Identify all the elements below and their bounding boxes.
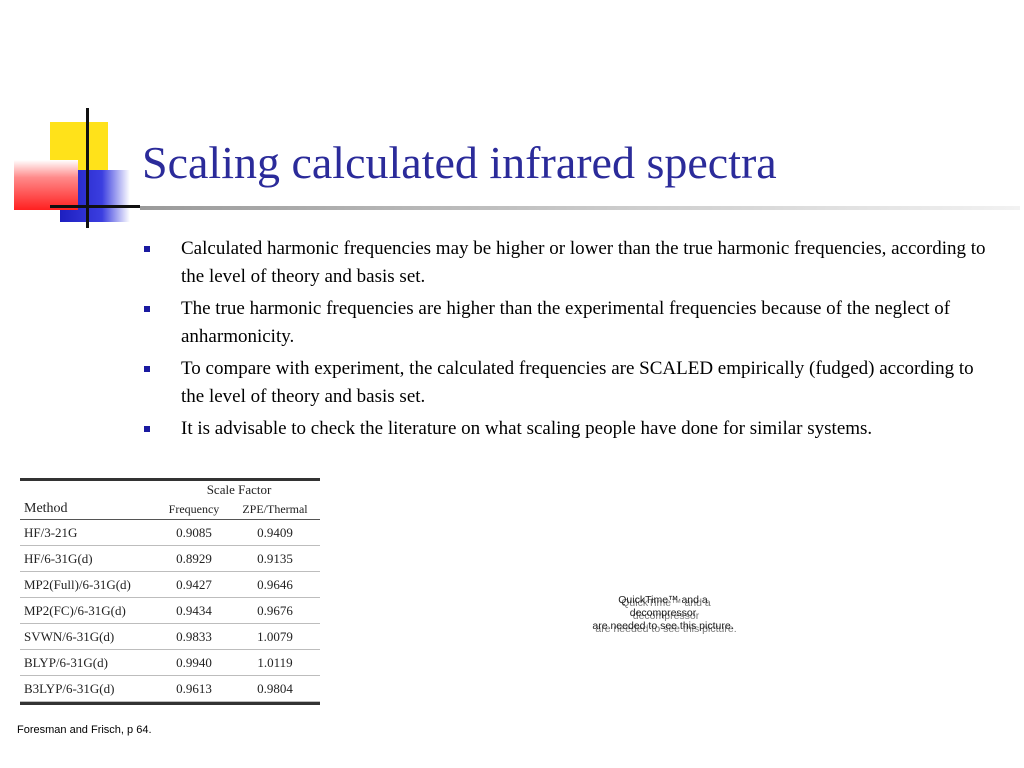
frequency-cell: 0.9085 [158,520,230,546]
bullet-text: Calculated harmonic frequencies may be higher or lower than the true harmonic frequencies, according to the level of theory and basis set. [181,238,986,287]
red-square [14,160,78,210]
quicktime-line-1: QuickTime™ and a [618,594,708,606]
source-footnote: Foresman and Frisch, p 64. [17,724,152,736]
scale-factor-header: Scale Factor [206,482,272,497]
table-row [20,650,320,676]
zpe-cell: 0.9646 [230,572,320,598]
slide-title: Scaling calculated infrared spectra [142,137,777,188]
method-cell: MP2(Full)/6-31G(d) [20,572,158,598]
bullet-list [140,235,1000,447]
method-cell: HF/6-31G(d) [20,546,158,572]
method-cell: HF/3-21G [20,520,158,546]
bullet-marker-icon [144,246,150,252]
bullet-item [140,235,1000,291]
zpe-cell: 0.9409 [230,520,320,546]
quicktime-line-3: are needed to see this picture. [592,620,734,632]
bullet-item [140,295,1000,351]
bullet-text: To compare with experiment, the calculated frequencies are SCALED empirically (fudged) according to the level of theory and basis set. [181,358,974,407]
quicktime-line-2: decompressor [629,607,697,619]
table-header-row [20,499,320,520]
table-group-header-row [20,481,320,499]
scale-factor-table-image [20,478,320,710]
frequency-cell: 0.9427 [158,572,230,598]
zpe-cell: 0.9135 [230,546,320,572]
table-bottom-rule [20,702,320,705]
method-column-header: Method [20,499,158,520]
table-row [20,546,320,572]
bullet-text: The true harmonic frequencies are higher than the experimental frequencies because of the neglect of anharmonicity. [181,298,951,347]
zpe-cell: 0.9804 [230,676,320,702]
table-row [20,572,320,598]
bullet-marker-icon [144,366,150,372]
table-row [20,676,320,702]
frequency-column-header: Frequency [158,499,230,520]
bullet-item [140,415,1000,443]
slide-logo-decoration [0,0,140,240]
frequency-cell: 0.9613 [158,676,230,702]
zpe-thermal-column-header: ZPE/Thermal [230,499,320,520]
zpe-cell: 0.9676 [230,598,320,624]
frequency-cell: 0.9833 [158,624,230,650]
method-cell: BLYP/6-31G(d) [20,650,158,676]
frequency-cell: 0.8929 [158,546,230,572]
table-row [20,624,320,650]
method-cell: B3LYP/6-31G(d) [20,676,158,702]
table-row [20,598,320,624]
method-cell: MP2(FC)/6-31G(d) [20,598,158,624]
logo-horizontal-line [50,205,140,208]
bullet-item [140,355,1000,411]
bullet-marker-icon [144,306,150,312]
method-cell: SVWN/6-31G(d) [20,624,158,650]
bullet-text: It is advisable to check the literature on what scaling people have done for similar systems. [181,418,873,439]
scale-factor-table [20,481,320,702]
frequency-cell: 0.9434 [158,598,230,624]
zpe-cell: 1.0119 [230,650,320,676]
logo-vertical-line [86,108,89,228]
zpe-cell: 1.0079 [230,624,320,650]
table-row [20,520,320,546]
title-underline [140,206,1020,210]
bullet-marker-icon [144,426,150,432]
quicktime-placeholder [578,594,748,633]
frequency-cell: 0.9940 [158,650,230,676]
